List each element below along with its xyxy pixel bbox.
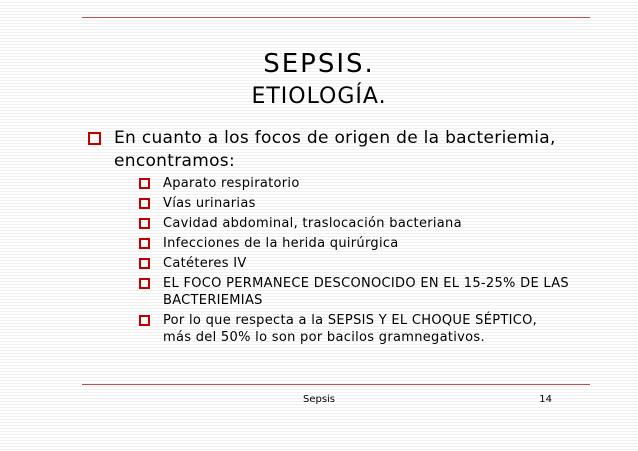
list-item [139, 255, 569, 272]
list-item [139, 235, 569, 252]
list-item-text: Vías urinarias [163, 196, 256, 211]
list-item-text: Por lo que respecta a la SEPSIS Y EL CHOQUE SÉPTICO, más del 50% lo son por bacilos gramnegativos. [163, 313, 538, 345]
list-item [139, 312, 569, 346]
checkbox-square-icon [139, 218, 150, 229]
list-item [139, 215, 569, 232]
checkbox-square-icon [139, 198, 150, 209]
list-item-text: EL FOCO PERMANECE DESCONOCIDO EN EL 15-25% DE LAS BACTERIEMIAS [163, 276, 569, 308]
list-item-text: Cavidad abdominal, traslocación bacteriana [163, 216, 462, 231]
list-item-text: Catéteres IV [163, 256, 247, 271]
list-item-text: Infecciones de la herida quirúrgica [163, 236, 399, 251]
sub-bullet-list [139, 175, 569, 349]
checkbox-square-icon [139, 258, 150, 269]
page-number: 14 [539, 394, 552, 405]
list-item [139, 195, 569, 212]
top-divider [82, 17, 590, 18]
slide-subtitle: ETIOLOGÍA. [251, 84, 387, 109]
main-bullet [88, 127, 568, 173]
main-bullet-text: En cuanto a los focos de origen de la bacteriemia, encontramos: [114, 128, 556, 171]
checkbox-square-icon [139, 315, 150, 326]
checkbox-square-icon [139, 238, 150, 249]
checkbox-square-icon [139, 178, 150, 189]
slide-title: SEPSIS. [263, 49, 375, 79]
footer-label: Sepsis [302, 394, 336, 405]
checkbox-square-icon [88, 132, 101, 145]
checkbox-square-icon [139, 278, 150, 289]
list-item [139, 175, 569, 192]
list-item [139, 275, 569, 309]
list-item-text: Aparato respiratorio [163, 176, 300, 191]
bottom-divider [82, 384, 590, 385]
